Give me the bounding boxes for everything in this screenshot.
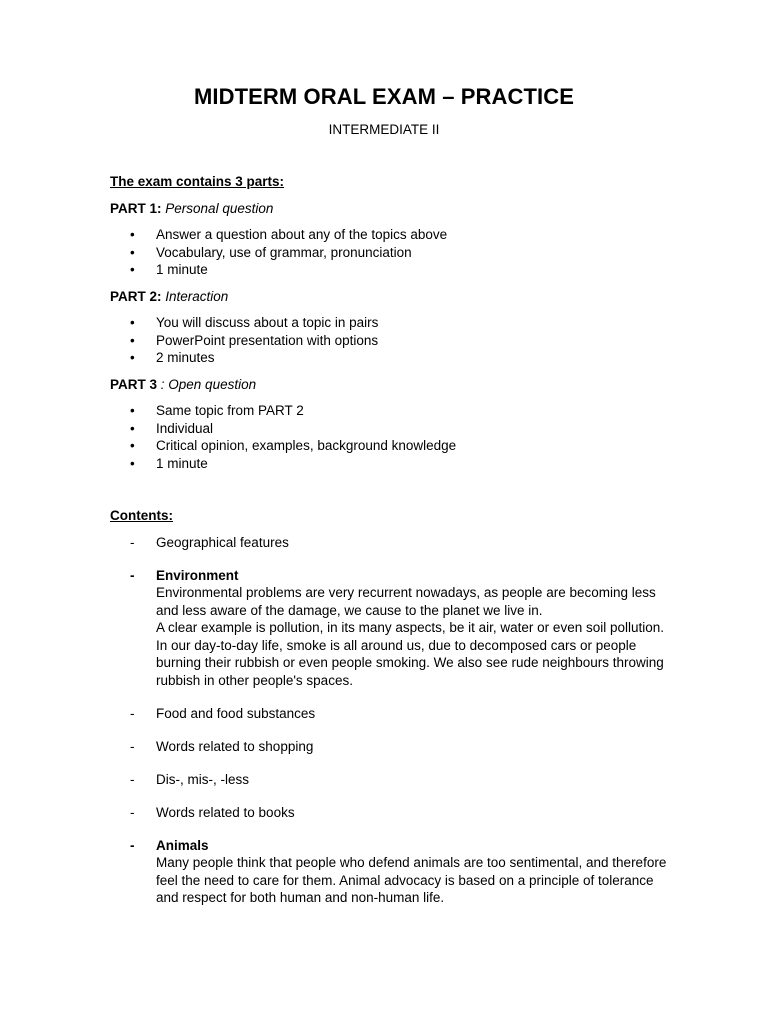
bullet-icon: •	[130, 227, 135, 242]
dash-icon: -	[130, 534, 135, 550]
bullet-item	[110, 420, 670, 438]
contents-item-title: Dis-, mis-, -less	[156, 771, 249, 787]
bullet-item	[110, 226, 670, 244]
part-1-bullet-list	[110, 226, 670, 279]
document-body	[110, 173, 670, 922]
part-label: PART 2:	[110, 288, 162, 304]
part-3-heading	[110, 376, 670, 394]
parts-heading: The exam contains 3 parts:	[110, 174, 285, 189]
bullet-text: Vocabulary, use of grammar, pronunciation	[156, 244, 412, 260]
document-subtitle: INTERMEDIATE II	[328, 122, 440, 137]
contents-item-title: Words related to books	[156, 804, 295, 820]
part-1-heading	[110, 200, 670, 218]
bullet-text: You will discuss about a topic in pairs	[156, 315, 379, 330]
part-description: Personal question	[165, 200, 274, 216]
bullet-text: Answer a question about any of the topics above	[156, 227, 448, 242]
part-label: PART 1:	[110, 200, 162, 216]
bullet-icon: •	[130, 244, 135, 260]
part-2-heading	[110, 288, 670, 306]
contents-item-paragraph: A clear example is pollution, in its many aspects, be it air, water or even soil pollution. In our day-to-day life, smoke is all around us, due to decomposed cars or people burning their rubbish or even people smoking. We also see rude neighbours throwing rubbish in other people's spaces.	[156, 620, 665, 688]
bullet-item	[110, 314, 670, 332]
bullet-item	[110, 437, 670, 455]
contents-item-paragraph: Many people think that people who defend animals are too sentimental, and therefore feel the need to care for them. Animal advocacy is based on a principle of tolerance and respect for both human and non-human life.	[156, 855, 667, 905]
bullet-item	[110, 455, 670, 473]
bullet-text: PowerPoint presentation with options	[156, 332, 379, 348]
bullet-icon: •	[130, 455, 135, 471]
parts-section	[110, 200, 670, 473]
contents-item-title: Food and food substances	[156, 705, 316, 721]
dash-icon: -	[130, 738, 135, 754]
contents-item	[110, 534, 670, 552]
contents-item-paragraph: Environmental problems are very recurrent nowadays, as people are becoming less and less aware of the damage, we cause to the planet we live in.	[156, 585, 656, 618]
bullet-item	[110, 402, 670, 420]
contents-item	[110, 738, 670, 756]
section-spacer	[110, 481, 670, 507]
bullet-icon: •	[130, 315, 135, 330]
contents-item-title: Environment	[156, 567, 239, 583]
part-label: PART 3	[110, 376, 158, 392]
document-title: MIDTERM ORAL EXAM – PRACTICE	[193, 84, 575, 109]
dash-icon: -	[130, 771, 135, 787]
dash-icon: -	[130, 567, 135, 583]
bullet-text: Individual	[156, 420, 214, 436]
bullet-text: Critical opinion, examples, background knowledge	[156, 438, 457, 453]
contents-item	[110, 804, 670, 822]
contents-item-title: Animals	[156, 837, 209, 853]
bullet-item	[110, 261, 670, 279]
contents-item-title: Words related to shopping	[156, 738, 314, 754]
contents-item	[110, 837, 670, 907]
dash-icon: -	[130, 804, 135, 820]
dash-icon: -	[130, 837, 135, 853]
bullet-icon: •	[130, 420, 135, 436]
bullet-icon: •	[130, 403, 135, 418]
contents-item	[110, 705, 670, 723]
contents-item	[110, 567, 670, 690]
bullet-item	[110, 332, 670, 350]
contents-item	[110, 771, 670, 789]
bullet-text: 1 minute	[156, 455, 208, 471]
bullet-text: Same topic from PART 2	[156, 403, 304, 418]
bullet-icon: •	[130, 262, 135, 277]
bullet-item	[110, 349, 670, 367]
bullet-icon: •	[130, 438, 135, 453]
bullet-text: 1 minute	[156, 262, 208, 277]
bullet-text: 2 minutes	[156, 350, 215, 365]
contents-list	[110, 534, 670, 907]
bullet-icon: •	[130, 332, 135, 348]
bullet-icon: •	[130, 350, 135, 365]
dash-icon: -	[130, 705, 135, 721]
part-3-bullet-list	[110, 402, 670, 472]
part-description: Interaction	[165, 288, 229, 304]
part-description: : Open question	[160, 376, 257, 392]
bullet-item	[110, 244, 670, 262]
part-2-bullet-list	[110, 314, 670, 367]
contents-item-title: Geographical features	[156, 534, 289, 550]
contents-heading: Contents:	[110, 508, 173, 523]
